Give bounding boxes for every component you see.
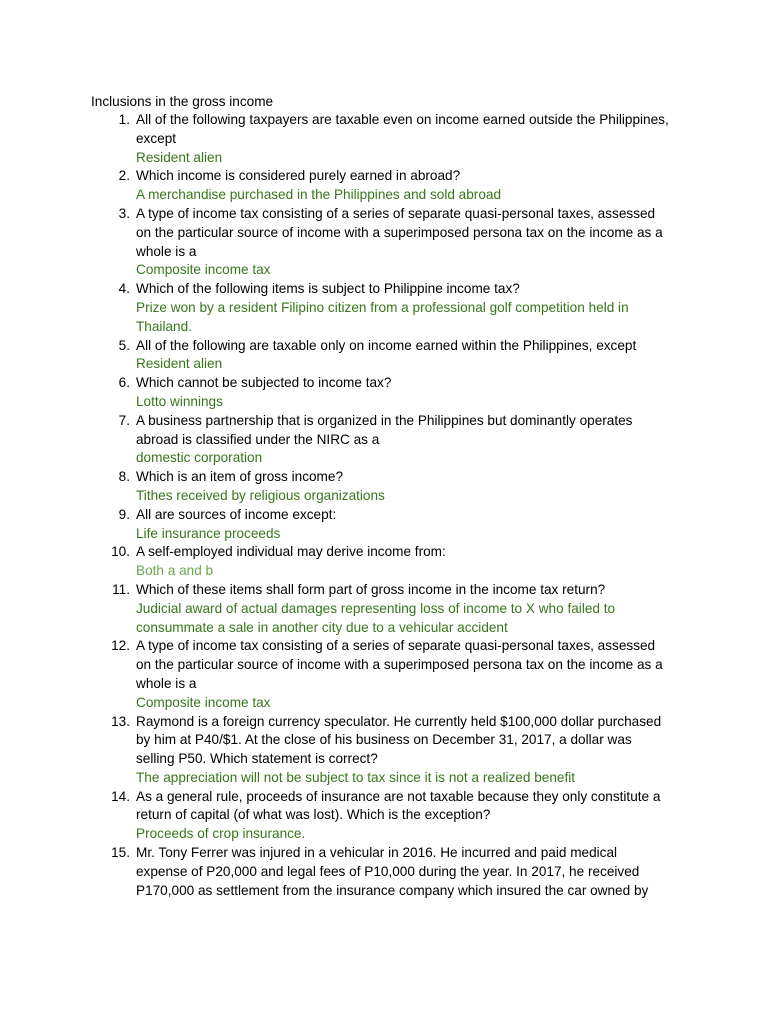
- answer-text-line: Thailand.: [136, 318, 192, 334]
- question-text-line: Which income is considered purely earned in abroad?: [136, 168, 461, 184]
- question-item: [118, 468, 676, 506]
- question-text-line: Raymond is a foreign currency speculator. He currently held $100,000 dollar purchased: [136, 713, 662, 729]
- question-number: 12.: [111, 638, 130, 654]
- question-item: [111, 543, 676, 581]
- question-text-line: All are sources of income except:: [136, 506, 337, 522]
- question-number: 13.: [111, 713, 130, 729]
- question-number: 6.: [118, 375, 130, 391]
- question-number: 15.: [111, 845, 130, 861]
- question-text-line: return of capital (of what was lost). Which is the exception?: [136, 807, 491, 823]
- answer-text-line: Composite income tax: [136, 262, 271, 278]
- question-text-line: selling P50. Which statement is correct?: [136, 751, 378, 767]
- question-text-line: As a general rule, proceeds of insurance are not taxable because they only constitute a: [136, 788, 661, 804]
- question-text-line: All of the following are taxable only on income earned within the Philippines, except: [136, 337, 637, 353]
- question-number: 5.: [118, 337, 130, 353]
- question-item: [118, 205, 676, 280]
- question-number: 7.: [118, 412, 130, 428]
- question-number: 9.: [118, 506, 130, 522]
- question-item: [118, 337, 676, 375]
- question-item: [111, 844, 676, 900]
- section-heading: Inclusions in the gross income: [91, 94, 274, 109]
- question-text-line: Mr. Tony Ferrer was injured in a vehicular in 2016. He incurred and paid medical: [136, 845, 618, 861]
- question-number: 14.: [111, 788, 130, 804]
- question-text-line: expense of P20,000 and legal fees of P10,000 during the year. In 2017, he received: [136, 863, 640, 879]
- question-text-line: on the particular source of income with a superimposed persona tax on the income as a: [136, 224, 663, 240]
- answer-text-line: Proceeds of crop insurance.: [136, 826, 306, 842]
- question-number: 10.: [111, 544, 130, 560]
- question-text-line: Which of the following items is subject to Philippine income tax?: [136, 281, 520, 297]
- question-text-line: on the particular source of income with a superimposed persona tax on the income as a: [136, 657, 663, 673]
- question-text-line: A type of income tax consisting of a series of separate quasi-personal taxes, assessed: [136, 638, 656, 654]
- question-number: 8.: [118, 469, 130, 485]
- question-number: 2.: [118, 168, 130, 184]
- question-text-line: Which cannot be subjected to income tax?: [136, 375, 392, 391]
- question-item: [111, 713, 676, 788]
- question-text-line: A business partnership that is organized in the Philippines but dominantly operates: [136, 412, 633, 428]
- question-item: [118, 506, 676, 544]
- answer-text-line: Prize won by a resident Filipino citizen from a professional golf competition held in: [136, 299, 629, 315]
- answer-text-line: Composite income tax: [136, 694, 271, 710]
- answer-text-line: Lotto winnings: [136, 393, 223, 409]
- question-item: [118, 412, 676, 468]
- answer-text-line: Resident alien: [136, 149, 223, 165]
- question-text-line: whole is a: [136, 675, 197, 691]
- answer-text-line: Judicial award of actual damages representing loss of income to X who failed to: [136, 600, 616, 616]
- question-item: [111, 637, 676, 712]
- question-item: [118, 111, 676, 167]
- answer-text-line: domestic corporation: [136, 450, 263, 466]
- question-text-line: P170,000 as settlement from the insurance company which insured the car owned by: [136, 882, 649, 898]
- question-item: [111, 788, 676, 844]
- question-item: [112, 581, 676, 637]
- question-number: 1.: [118, 112, 130, 127]
- question-item: [118, 374, 676, 412]
- question-number: 3.: [118, 205, 130, 221]
- answer-text-line: A merchandise purchased in the Philippines and sold abroad: [136, 187, 502, 203]
- question-item: [118, 167, 676, 205]
- question-text-line: A self-employed individual may derive income from:: [136, 544, 446, 560]
- question-number: 11.: [112, 581, 130, 597]
- answer-text-line: consummate a sale in another city due to a vehicular accident: [136, 619, 508, 635]
- question-text-line: Which is an item of gross income?: [136, 469, 344, 485]
- answer-text-line: Tithes received by religious organizations: [136, 487, 385, 503]
- question-text-line: except: [136, 130, 177, 146]
- question-item: [118, 280, 676, 336]
- question-text-line: All of the following taxpayers are taxable even on income earned outside the Philippines,: [136, 112, 669, 127]
- question-number: 4.: [118, 281, 130, 297]
- question-text-line: whole is a: [136, 243, 197, 259]
- question-text-line: Which of these items shall form part of gross income in the income tax return?: [136, 581, 606, 597]
- answer-text-line: The appreciation will not be subject to tax since it is not a realized benefit: [136, 769, 576, 785]
- question-text-line: by him at P40/$1. At the close of his business on December 31, 2017, a dollar was: [136, 732, 632, 748]
- question-list: [111, 111, 676, 900]
- question-text-line: abroad is classified under the NIRC as a: [136, 431, 380, 447]
- answer-text-line: Resident alien: [136, 356, 223, 372]
- answer-text-line: Life insurance proceeds: [136, 525, 281, 541]
- question-text-line: A type of income tax consisting of a series of separate quasi-personal taxes, assessed: [136, 205, 656, 221]
- answer-text-line: Both a and b: [136, 563, 214, 579]
